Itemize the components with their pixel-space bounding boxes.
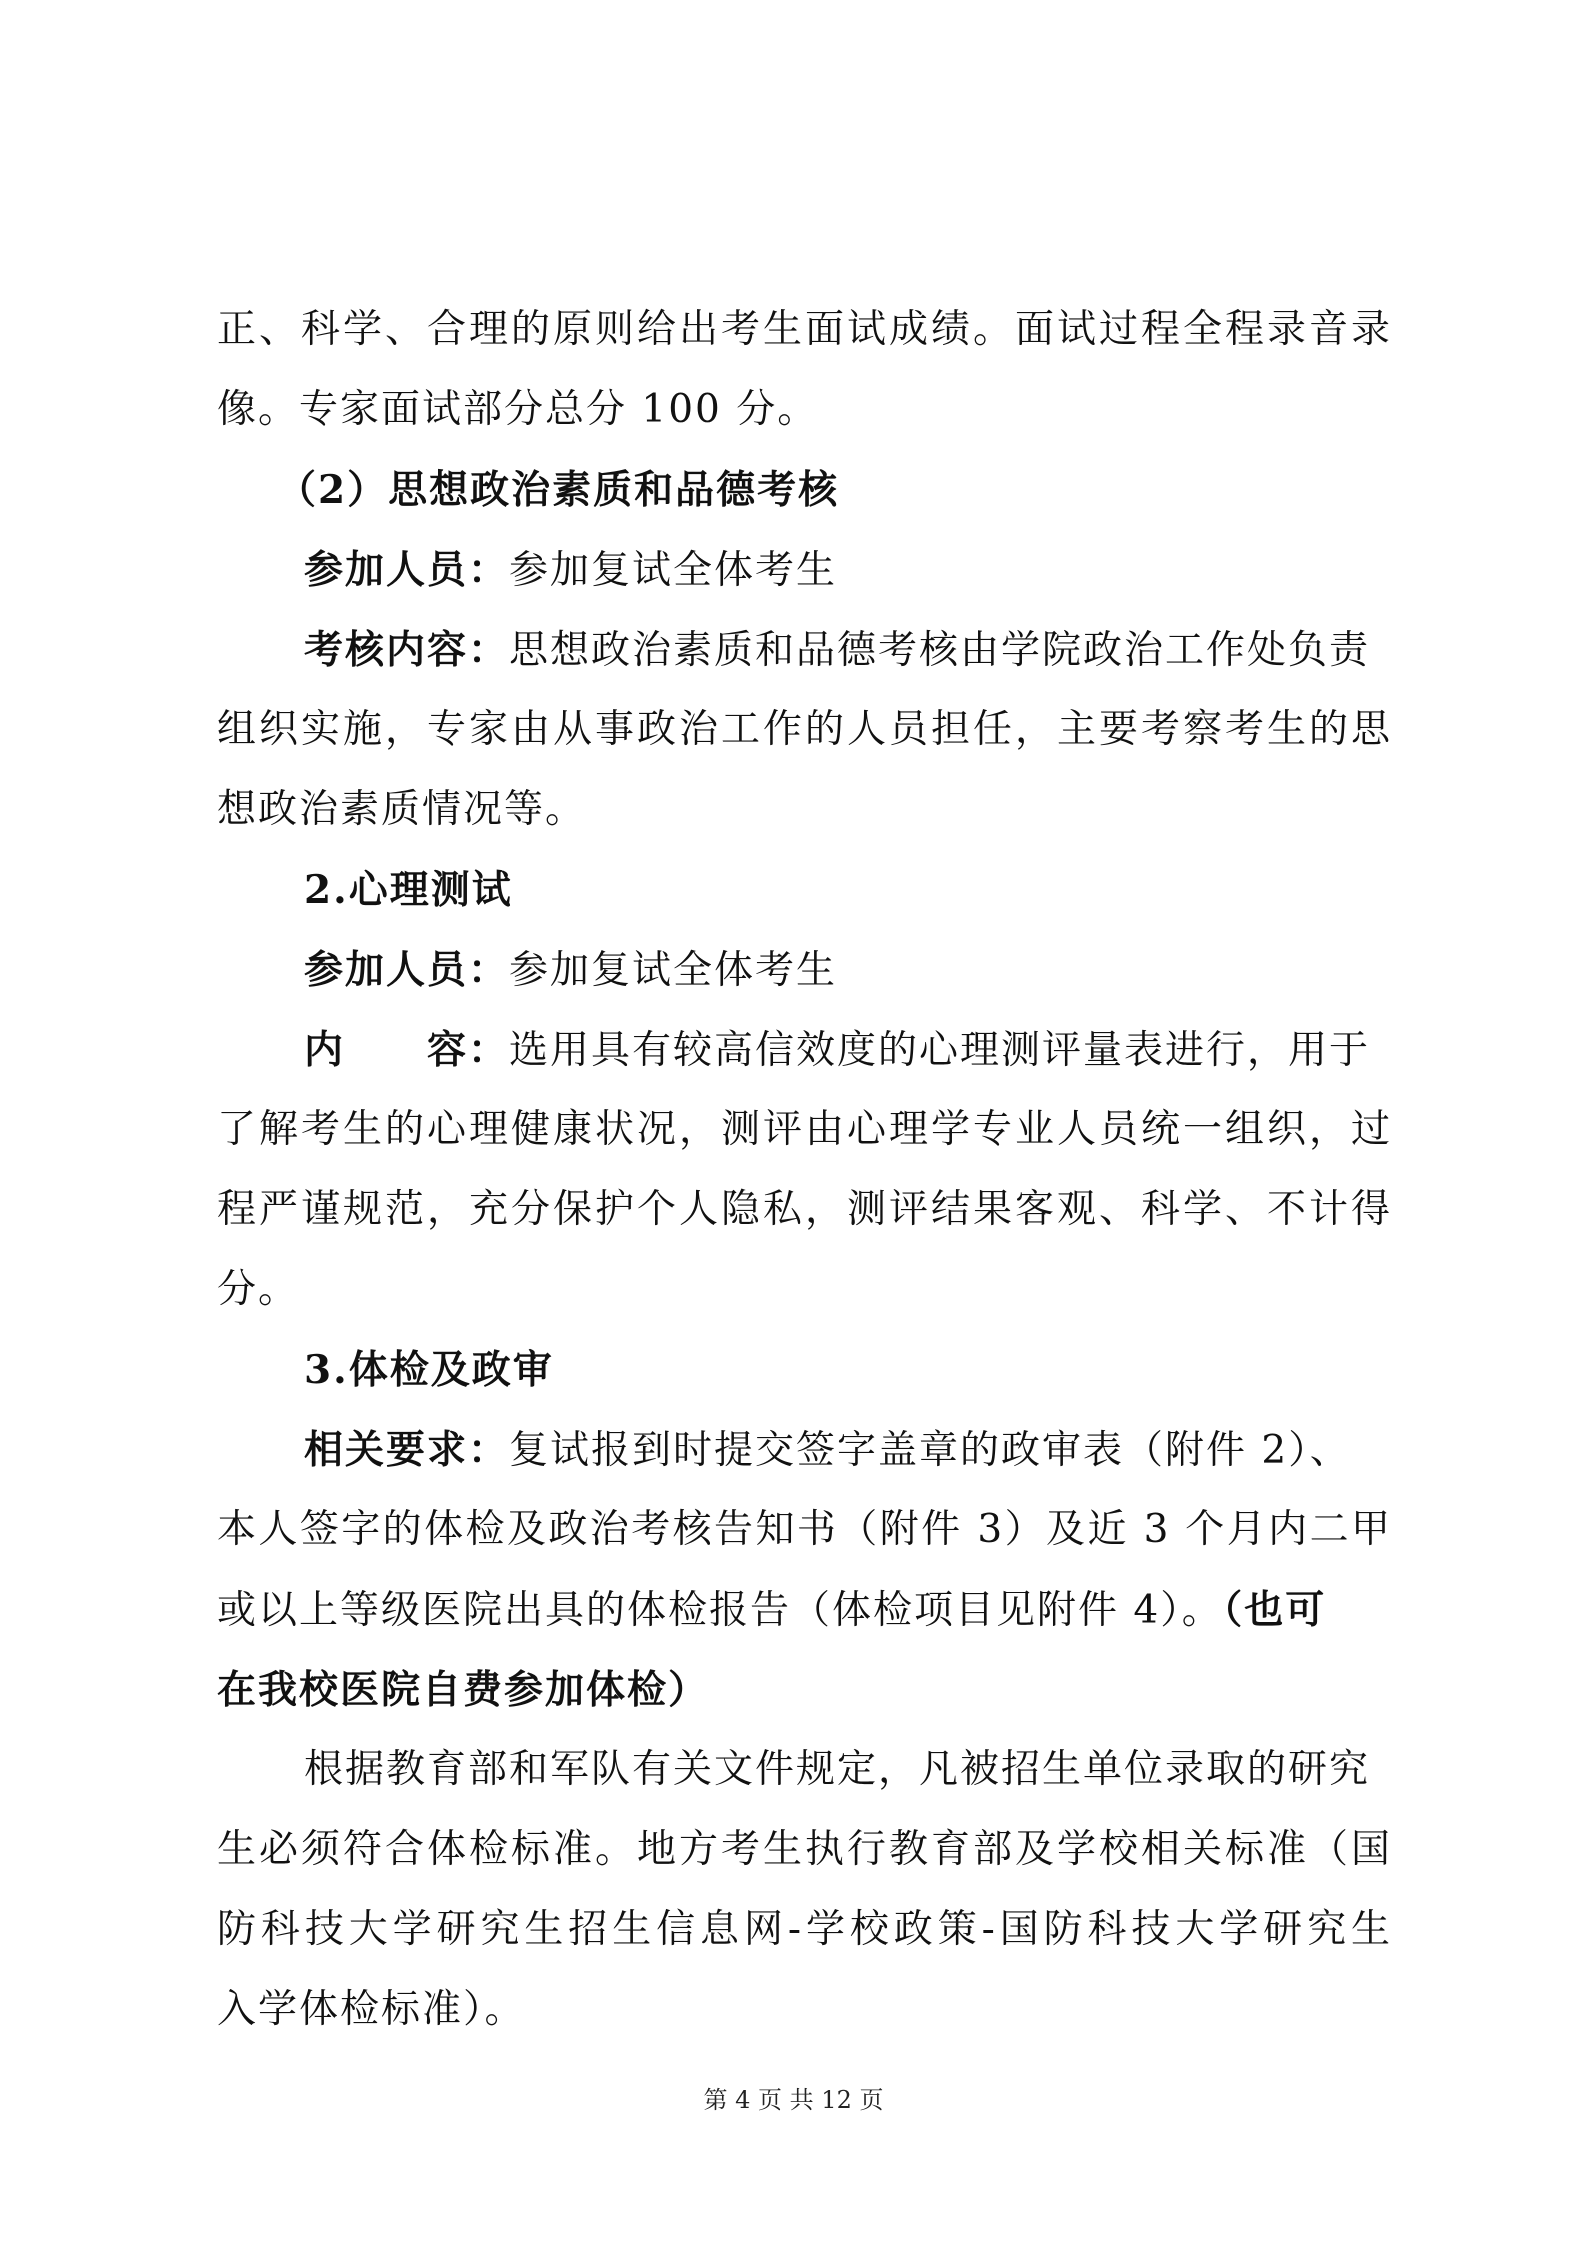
paragraph-line: 正、科学、合理的原则给出考生面试成绩。面试过程全程录音录 <box>217 307 1392 352</box>
paragraph-line: 组织实施，专家由从事政治工作的人员担任，主要考察考生的思 <box>217 707 1392 752</box>
paragraph-line: 生必须符合体检标准。地方考生执行教育部及学校相关标准（国 <box>217 1827 1392 1872</box>
participants-line <box>217 930 1392 1010</box>
page-number-footer: 第 4 页 共 12 页 <box>703 2086 884 2114</box>
requirements-label: 相关要求： <box>304 1427 510 1473</box>
participants-value: 参加复试全体考生 <box>509 548 838 593</box>
paragraph-line <box>217 1570 1392 1650</box>
paragraph-line: 了解考生的心理健康状况，测评由心理学专业人员统一组织，过 <box>217 1107 1392 1152</box>
participants-value: 参加复试全体考生 <box>509 948 838 993</box>
content-text: 选用具有较高信效度的心理测评量表进行，用于 <box>509 1028 1371 1073</box>
paragraph-text: 或以上等级医院出具的体检报告（体检项目见附件 4）。 <box>217 1588 1223 1633</box>
content-label: 内 容： <box>304 1027 510 1073</box>
paragraph-line: 像。专家面试部分总分 100 分。 <box>217 387 819 432</box>
participants-label: 参加人员： <box>304 547 510 593</box>
content-line <box>217 1010 1392 1090</box>
section-heading-psych: 2.心理测试 <box>304 867 513 913</box>
paragraph-bold-line: 在我校医院自费参加体检） <box>217 1667 710 1713</box>
requirements-line <box>217 1410 1392 1490</box>
paragraph-line: 入学体检标准）。 <box>217 1987 526 2032</box>
paragraph-line: 分。 <box>217 1267 300 1312</box>
requirements-text: 复试报到时提交签字盖章的政审表（附件 2）、 <box>509 1428 1351 1473</box>
paragraph-bold-text: （也可 <box>1222 1587 1327 1633</box>
paragraph-line: 防科技大学研究生招生信息网-学校政策-国防科技大学研究生 <box>217 1907 1392 1952</box>
paragraph-line: 程严谨规范，充分保护个人隐私，测评结果客观、科学、不计得 <box>217 1187 1392 1232</box>
section-heading-medical: 3.体检及政审 <box>304 1347 554 1393</box>
paragraph-line: 本人签字的体检及政治考核告知书（附件 3）及近 3 个月内二甲 <box>217 1507 1392 1552</box>
page-content <box>217 290 1392 2050</box>
paragraph-line: 根据教育部和军队有关文件规定，凡被招生单位录取的研究 <box>304 1747 1371 1792</box>
assessment-label: 考核内容： <box>304 627 510 673</box>
participants-label: 参加人员： <box>304 947 510 993</box>
participants-line <box>217 530 1392 610</box>
section-heading-political: （2）思想政治素质和品德考核 <box>277 467 840 513</box>
assessment-line <box>217 610 1392 690</box>
paragraph-line: 想政治素质情况等。 <box>217 787 587 832</box>
assessment-text: 思想政治素质和品德考核由学院政治工作处负责 <box>509 628 1371 673</box>
